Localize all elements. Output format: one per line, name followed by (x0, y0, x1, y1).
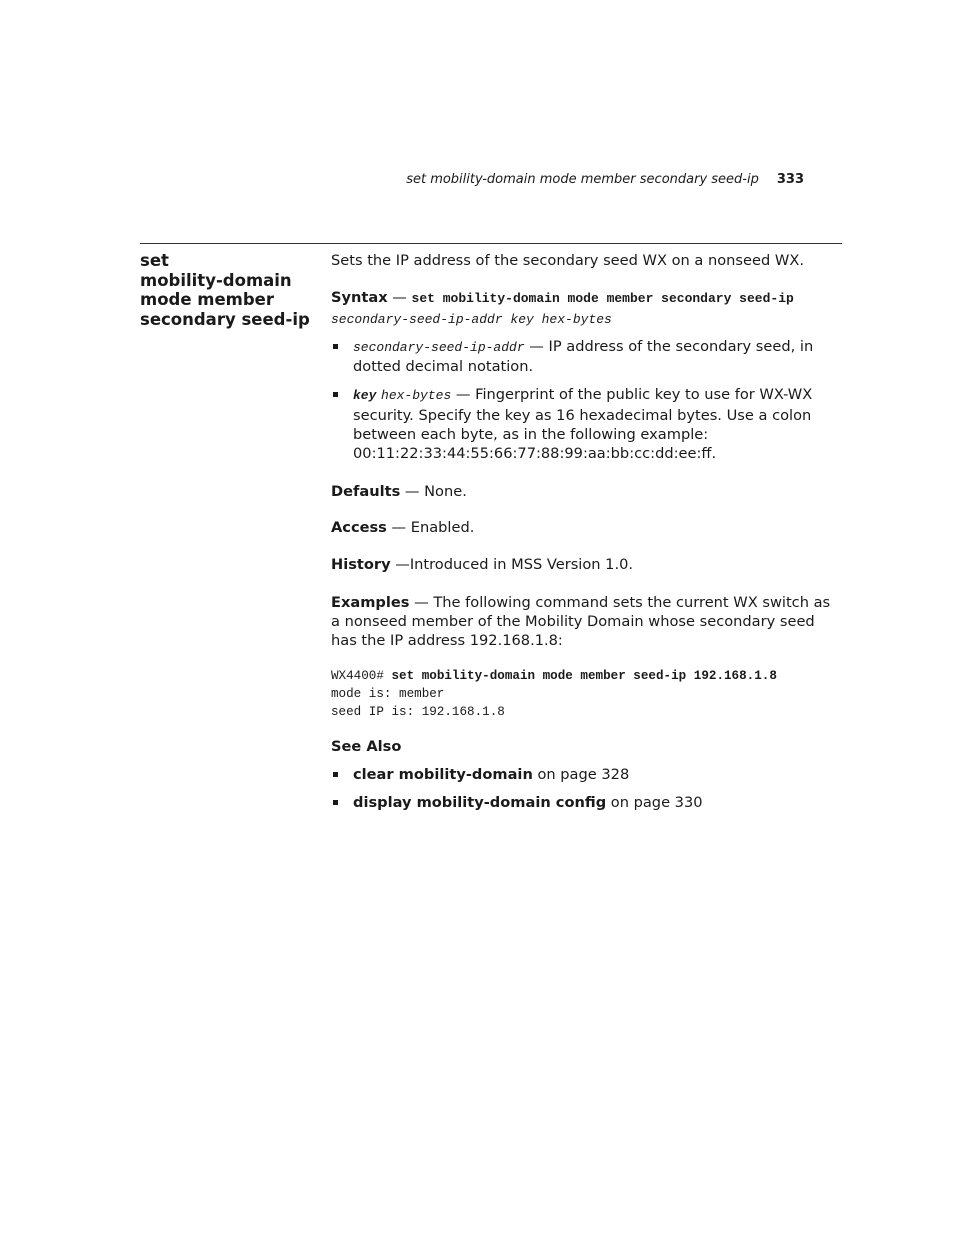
code-output-line: seed IP is: 192.168.1.8 (331, 705, 505, 720)
history-label: History (331, 556, 391, 574)
syntax-args: secondary-seed-ip-addr key hex-bytes (331, 311, 612, 327)
param-name: hex-bytes (381, 388, 452, 404)
section-title-line: secondary seed-ip (140, 309, 310, 329)
see-also-page: on page 330 (606, 794, 703, 812)
access-text: — Enabled. (386, 518, 475, 536)
syntax-command: set mobility-domain mode member secondary seed-ip (411, 291, 794, 307)
defaults-label: Defaults (331, 482, 401, 500)
list-item (331, 793, 843, 812)
section-title-line: mode member (140, 290, 274, 309)
examples-label: Examples (331, 593, 410, 611)
history (331, 555, 843, 574)
section-title-line: set (140, 251, 169, 270)
param-desc: — Fingerprint of the public key to use for WX-WX security. Specify the key as 16 hexadecimal bytes. Use a colon between each byte, as in the following example: (353, 386, 813, 444)
code-example (331, 667, 843, 721)
syntax-block (331, 288, 843, 329)
examples-text: — The following command sets the current WX switch as a nonseed member of the Mobility Domain whose secondary seed has the IP address 192.168.1.8: (331, 593, 831, 650)
access-label: Access (331, 518, 387, 536)
section-body (331, 251, 843, 812)
parameter-list (331, 337, 843, 464)
running-header (406, 172, 804, 187)
see-also-heading: See Also (331, 738, 402, 756)
defaults (331, 482, 843, 501)
section-title-line: mobility-domain (140, 270, 292, 290)
history-text: —Introduced in MSS Version 1.0. (390, 556, 634, 574)
list-item (331, 765, 843, 784)
param-keyword: key (353, 388, 377, 404)
running-title: set mobility-domain mode member secondary seed-ip (406, 172, 759, 187)
see-also-page: on page 328 (532, 765, 630, 783)
code-prompt: WX4400# (331, 669, 392, 684)
see-also-link[interactable]: clear mobility-domain (353, 765, 533, 783)
page-number: 333 (776, 172, 804, 187)
code-command: set mobility-domain mode member seed-ip 192.168.1.8 (391, 669, 777, 684)
param-desc: — IP address of the secondary seed, in dotted decimal notation. (353, 337, 814, 376)
description: Sets the IP address of the secondary seed WX on a nonseed WX. (331, 252, 804, 269)
see-also-list (331, 765, 843, 813)
list-item (331, 385, 843, 463)
syntax-label: Syntax (331, 289, 388, 307)
section-title (140, 251, 315, 329)
defaults-text: — None. (400, 482, 467, 500)
param-name: secondary-seed-ip-addr (353, 339, 525, 355)
code-output-line: mode is: member (331, 687, 445, 702)
see-also-link[interactable]: display mobility-domain config (353, 794, 607, 812)
examples (331, 593, 843, 651)
param-example: 00:11:22:33:44:55:66:77:88:99:aa:bb:cc:dd:ee:ff. (353, 445, 717, 463)
list-item (331, 337, 843, 377)
syntax-separator: — (387, 289, 412, 307)
section-rule (140, 243, 842, 244)
access (331, 518, 843, 537)
